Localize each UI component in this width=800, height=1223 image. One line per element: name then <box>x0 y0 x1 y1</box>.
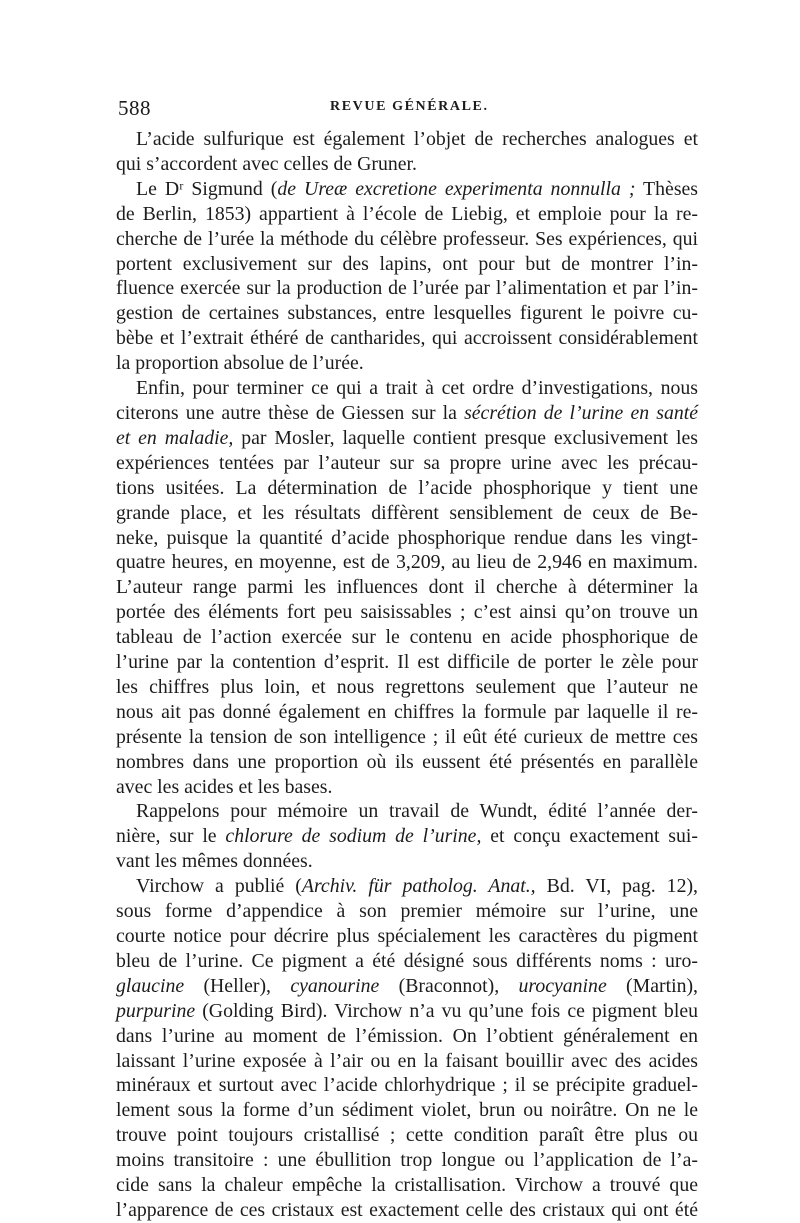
text-line: lement sous la forme d’un sédiment violet, brun ou noirâtre. On ne le <box>116 1099 698 1122</box>
text-line: cherche de l’urée la méthode du célèbre professeur. Ses expériences, qui <box>116 227 698 250</box>
page-number: 588 <box>118 96 151 120</box>
text-line: nombres dans une proportion où ils eussent été présentés en parallèle <box>116 750 698 773</box>
italic-span: urocyanine <box>518 974 607 997</box>
text-line <box>116 401 698 426</box>
text-span: (Martin), <box>606 974 699 997</box>
text-line: L’acide sulfurique est également l’objet de recherches analogues et <box>136 128 698 150</box>
text-line: l’urine par la contention d’esprit. Il est difficile de porter le zèle pour <box>116 651 698 674</box>
text-line <box>116 874 698 899</box>
text-line: tions usitées. La détermination de l’acide phosphorique y tient une <box>116 476 698 499</box>
text-line: la proportion absolue de l’urée. <box>116 352 364 375</box>
text-line <box>116 999 698 1024</box>
text-span: Le Dʳ Sigmund ( <box>136 177 278 200</box>
text-line: qui s’accordent avec celles de Gruner. <box>116 152 417 175</box>
text-line: de Berlin, 1853) appartient à l’école de Liebig, et emploie pour la re- <box>116 202 698 225</box>
text-line <box>116 974 698 999</box>
text-line: vant les mêmes données. <box>116 850 313 873</box>
text-line: Rappelons pour mémoire un travail de Wundt, édité l’année der- <box>136 800 698 823</box>
italic-span: cyanourine <box>290 974 380 997</box>
text-line: bleu de l’urine. Ce pigment a été désigné sous différents noms : uro- <box>116 949 698 972</box>
text-span: citerons une autre thèse de Giessen sur la <box>116 401 465 424</box>
text-line: portent exclusivement sur des lapins, ont pour but de montrer l’in- <box>116 252 698 275</box>
text-line: L’auteur range parmi les influences dont il cherche à déterminer la <box>116 576 698 599</box>
text-line <box>116 177 698 202</box>
text-span: (Heller), <box>184 974 291 997</box>
text-line: gestion de certaines substances, entre lesquelles figurent le poivre cu- <box>116 302 698 325</box>
text-line: bèbe et l’extrait éthéré de cantharides, qui accroissent considérablement <box>116 327 698 350</box>
text-span: (Braconnot), <box>379 974 519 997</box>
text-line: nous ait pas donné également en chiffres la formule par laquelle il re- <box>116 700 698 723</box>
text-span: Virchow a publié ( <box>136 875 302 898</box>
text-line: quatre heures, en moyenne, est de 3,209, au lieu de 2,946 en maximum. <box>116 551 698 574</box>
text-span: Bd. VI, pag. 12), <box>535 875 698 898</box>
italic-span: et en maladie, <box>116 426 234 449</box>
text-line: minéraux et surtout avec l’acide chlorhydrique ; il se précipite graduel- <box>116 1074 698 1097</box>
text-span: nière, sur le <box>116 825 226 848</box>
text-line <box>116 824 698 849</box>
italic-span: glaucine <box>116 974 185 997</box>
text-line: expériences tentées par l’auteur sur sa propre urine avec les précau- <box>116 451 698 474</box>
text-line: portée des éléments fort peu saisissables ; c’est ainsi qu’on trouve un <box>116 601 698 624</box>
text-line: laissant l’urine exposée à l’air ou en la faisant bouillir avec des acides <box>116 1049 698 1072</box>
page-header <box>118 96 698 124</box>
text-line: avec les acides et les bases. <box>116 775 333 798</box>
text-line: sous forme d’appendice à son premier mémoire sur l’urine, une <box>116 900 698 923</box>
text-span: (Golding Bird). Virchow n’a vu qu’une fois ce pigment bleu <box>195 999 698 1022</box>
italic-span: Archiv. für patholog. Anat., <box>301 875 536 898</box>
italic-span: sécrétion de l’urine en santé <box>464 401 699 424</box>
text-line: cide sans la chaleur empêche la cristallisation. Virchow a trouvé que <box>116 1174 698 1197</box>
text-line: les chiffres plus loin, et nous regrettons seulement que l’auteur ne <box>116 675 698 698</box>
italic-span: purpurine <box>116 999 196 1022</box>
text-line: courte notice pour décrire plus spécialement les caractères du pigment <box>116 925 698 947</box>
text-line: moins transitoire : une ébullition trop longue ou l’application de l’a- <box>116 1149 698 1172</box>
body-text <box>116 127 698 1223</box>
text-line: Enfin, pour terminer ce qui a trait à cet ordre d’investigations, nous <box>136 377 698 400</box>
text-line: trouve point toujours cristallisé ; cette condition paraît être plus ou <box>116 1124 698 1147</box>
text-line: l’apparence de ces cristaux est exactement celle des cristaux qui ont été <box>116 1198 698 1221</box>
text-line: tableau de l’action exercée sur le contenu en acide phosphorique de <box>116 626 698 649</box>
text-line: grande place, et les résultats diffèrent sensiblement de ceux de Be- <box>116 501 698 524</box>
text-line: neke, puisque la quantité d’acide phosphorique rendue dans les vingt- <box>116 526 698 549</box>
text-line <box>116 426 698 451</box>
italic-span: chlorure de sodium de l’urine, <box>225 825 482 848</box>
italic-span: de Ureæ excretione experimenta nonnulla ; <box>277 177 636 200</box>
text-span: et conçu exactement sui- <box>481 825 698 848</box>
text-span: par Mosler, laquelle contient presque exclusivement les <box>233 426 698 449</box>
text-line: présente la tension de son intelligence ; il eût été curieux de mettre ces <box>116 725 698 748</box>
text-line: dans l’urine au moment de l’émission. On l’obtient généralement en <box>116 1024 698 1047</box>
running-head: REVUE GÉNÉRALE. <box>330 99 489 114</box>
text-line: fluence exercée sur la production de l’urée par l’alimentation et par l’in- <box>116 277 698 300</box>
text-span: Thèses <box>635 177 698 200</box>
